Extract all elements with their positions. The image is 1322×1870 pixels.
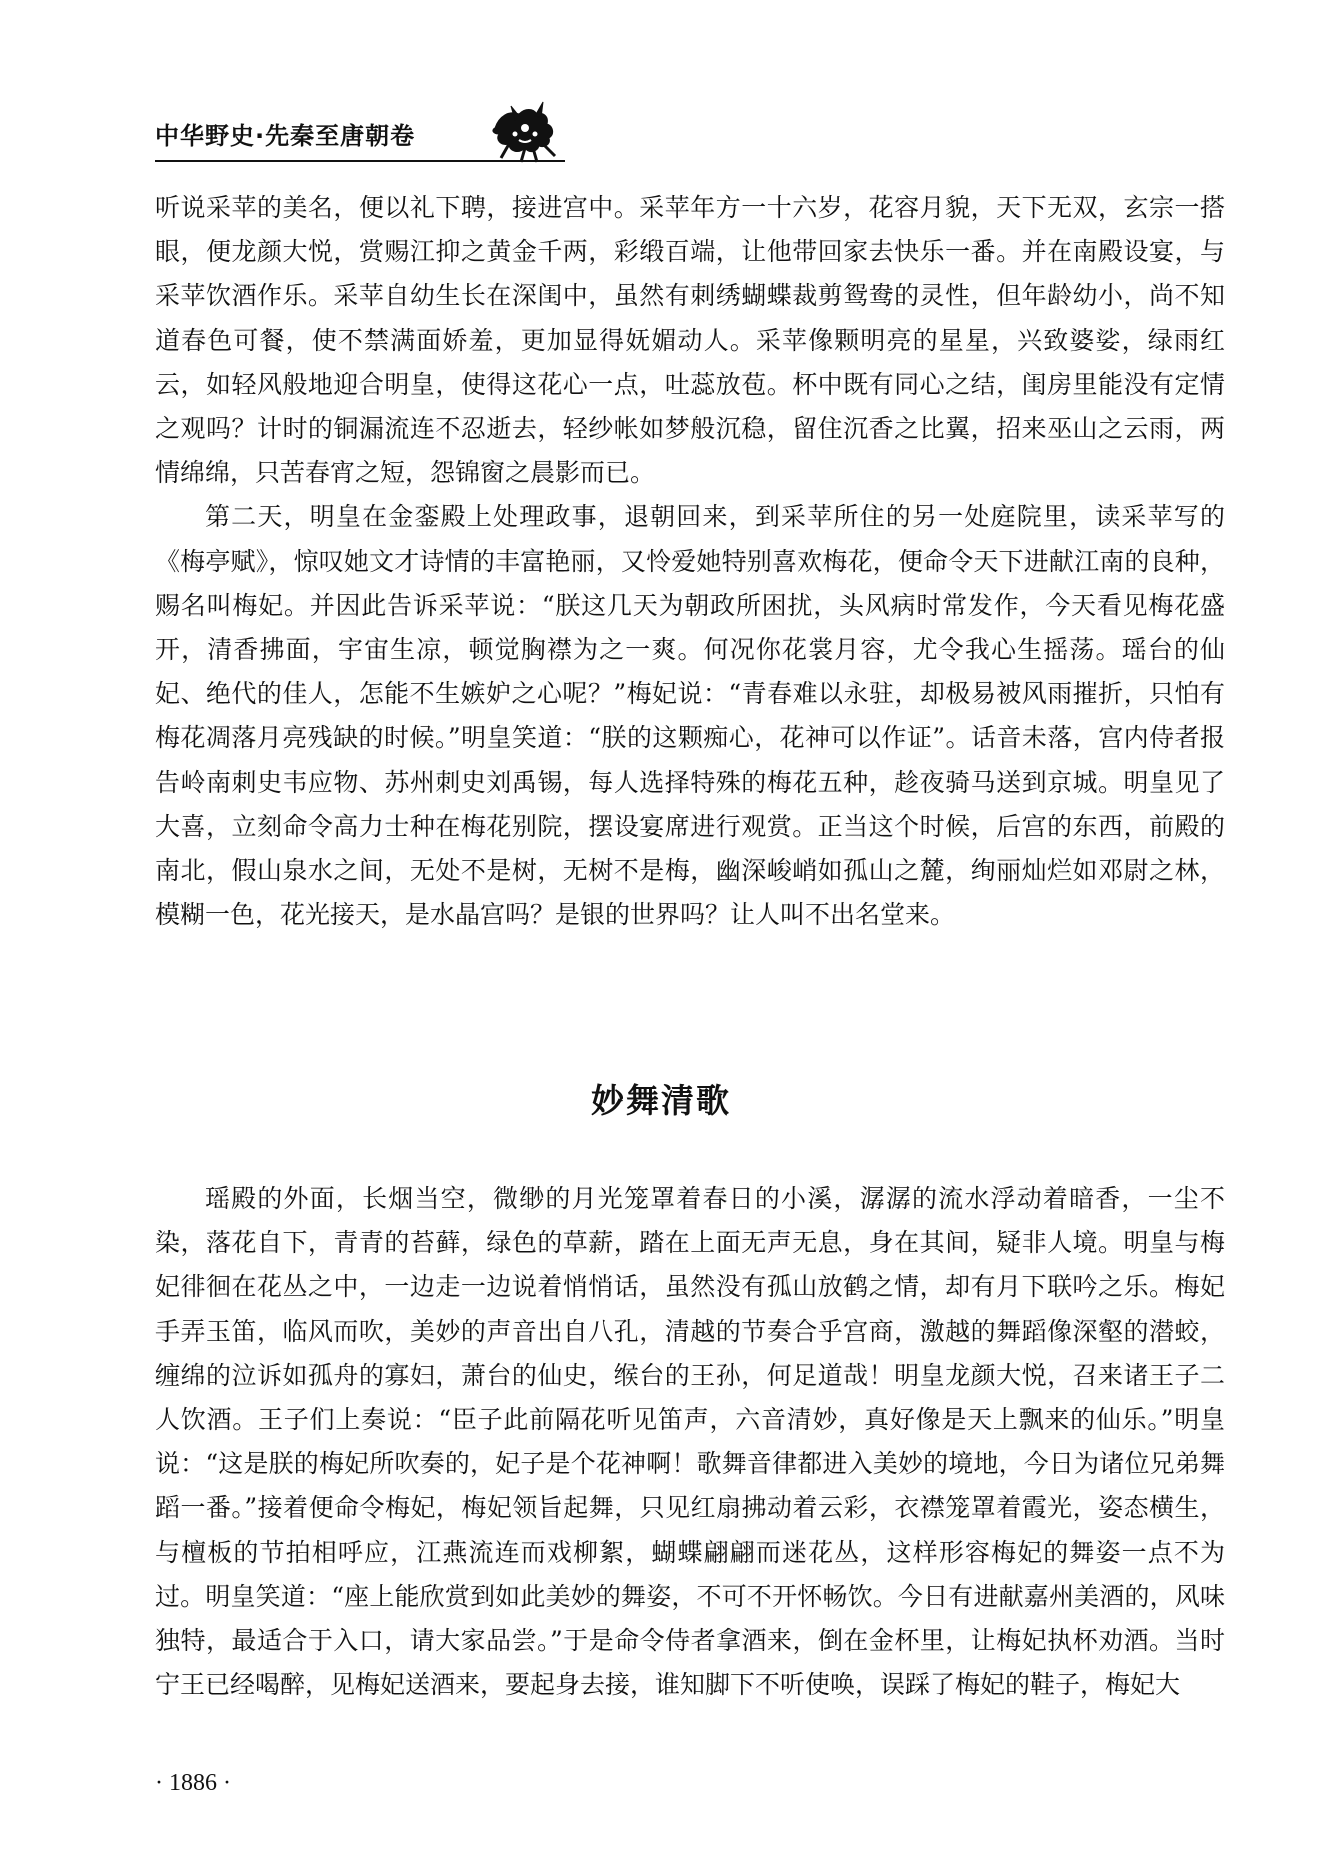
running-header — [155, 112, 575, 162]
paragraph: 第二天，明皇在金銮殿上处理政事，退朝回来，到采苹所住的另一处庭院里，读采苹写的《梅亭赋》，惊叹她文才诗情的丰富艳丽，又怜爱她特别喜欢梅花，便命令天下进献江南的良种，赐名叫梅妃。并因此告诉采苹说：“朕这几天为朝政所困扰，头风病时常发作，今天看见梅花盛开，清香拂面，宇宙生凉，顿觉胸襟为之一爽。何况你花裳月容，尤令我心生摇荡。瑶台的仙妃、绝代的佳人，怎能不生嫉妒之心呢？”梅妃说：“青春难以永驻，却极易被风雨摧折，只怕有梅花凋落月亮残缺的时候。”明皇笑道：“朕的这颗痴心，花神可以作证”。话音未落，宫内侍者报告岭南刺史韦应物、苏州刺史刘禹锡，每人选择特殊的梅花五种，趁夜骑马送到京城。明皇见了大喜，立刻命令高力士种在梅花别院，摆设宴席进行观赏。正当这个时候，后宫的东西，前殿的南北，假山泉水之间，无处不是树，无树不是梅，幽深峻峭如孤山之麓，绚丽灿烂如邓尉之林，模糊一色，花光接天，是水晶宫吗？是银的世界吗？让人叫不出名堂来。 — [155, 502, 1225, 930]
page-number: · 1886 · — [155, 1770, 231, 1796]
header-rule — [155, 160, 565, 162]
body-text-bottom — [155, 1177, 1225, 1707]
section-title: 妙舞清歌 — [591, 1081, 731, 1120]
paragraph: 瑶殿的外面，长烟当空，微缈的月光笼罩着春日的小溪，潺潺的流水浮动着暗香，一尘不染，落花自下，青青的苔藓，绿色的草薪，踏在上面无声无息，身在其间，疑非人境。明皇与梅妃徘徊在花丛之中，一边走一边说着悄悄话，虽然没有孤山放鹤之情，却有月下联吟之乐。梅妃手弄玉笛，临风而吹，美妙的声音出自八孔，清越的节奏合乎宫商，激越的舞蹈像深壑的潜蛟，缠绵的泣诉如孤舟的寡妇，萧台的仙史，缑台的王孙，何足道哉！明皇龙颜大悦，召来诸王子二人饮酒。王子们上奏说：“臣子此前隔花听见笛声，六音清妙，真好像是天上飘来的仙乐。”明皇说：“这是朕的梅妃所吹奏的，妃子是个花神啊！歌舞音律都进入美妙的境地，今日为诸位兄弟舞蹈一番。”接着便命令梅妃，梅妃领旨起舞，只见红扇拂动着云彩，衣襟笼罩着霞光，姿态横生，与檀板的节拍相呼应，江燕流连而戏柳絮，蝴蝶翩翩而迷花丛，这样形容梅妃的舞姿一点不为过。明皇笑道：“座上能欣赏到如此美妙的舞姿，不可不开怀畅饮。今日有进献嘉州美酒的，风味独特，最适合于入口，请大家品尝。”于是命令侍者拿酒来，倒在金杯里，让梅妃执杯劝酒。当时宁王已经喝醉，见梅妃送酒来，要起身去接，谁知脚下不听使唤，误踩了梅妃的鞋子，梅妃大 — [155, 1184, 1225, 1700]
body-text-top — [155, 186, 1225, 937]
running-header-title: 中华野史·先秦至唐朝卷 — [155, 122, 416, 150]
dragon-emblem-icon — [485, 98, 563, 164]
paragraph: 听说采苹的美名，便以礼下聘，接进宫中。采苹年方一十六岁，花容月貌，天下无双，玄宗一搭眼，便龙颜大悦，赏赐江抑之黄金千两，彩缎百端，让他带回家去快乐一番。并在南殿设宴，与采苹饮酒作乐。采苹自幼生长在深闺中，虽然有刺绣蝴蝶裁剪鸳鸯的灵性，但年龄幼小，尚不知道春色可餐，使不禁满面娇羞，更加显得妩媚动人。采苹像颗明亮的星星，兴致婆娑，绿雨红云，如轻风般地迎合明皇，使得这花心一点，吐蕊放苞。杯中既有同心之结，闺房里能没有定情之观吗？计时的铜漏流连不忍逝去，轻纱帐如梦般沉稳，留住沉香之比翼，招来巫山之云雨，两情绵绵，只苦春宵之短，怨锦窗之晨影而已。 — [155, 193, 1225, 488]
